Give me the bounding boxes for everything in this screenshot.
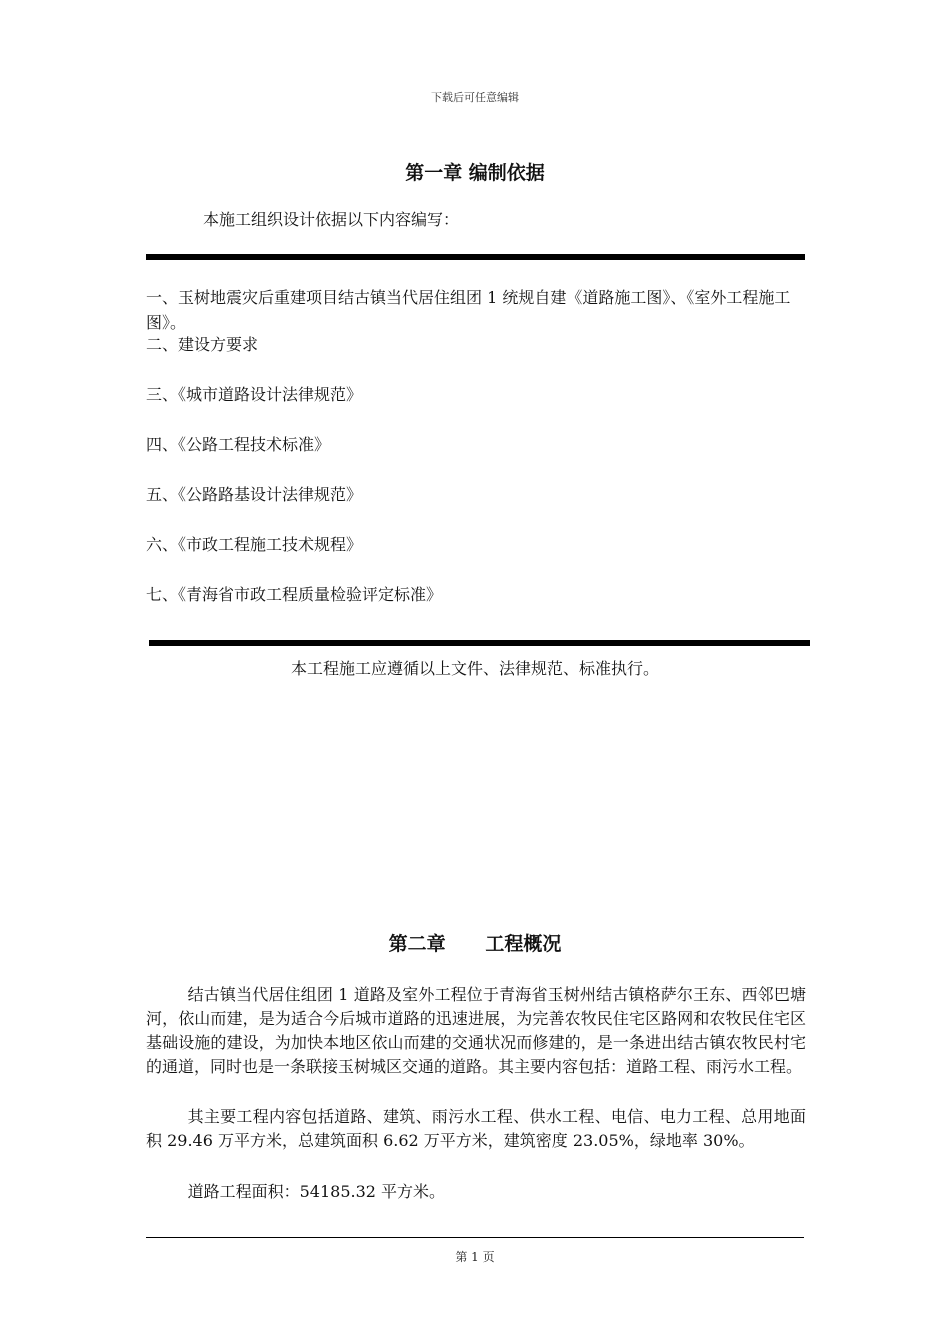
overview-paragraph-3: 道路工程面积：54185.32 平方米。 — [187, 1182, 446, 1201]
overview-paragraph-2: 其主要工程内容包括道路、建筑、雨污水工程、供水工程、电信、电力工程、总用地面积 29.46 万平方米，总建筑面积 6.62 万平方米，建筑密度 23.05%，绿地率 30%。 — [146, 1107, 806, 1150]
basis-item-4: 四、《公路工程技术标准》 — [146, 435, 331, 454]
basis-item-7: 七、《青海省市政工程质量检验评定标准》 — [146, 585, 443, 604]
basis-item-5: 五、《公路路基设计法律规范》 — [146, 485, 363, 504]
overview-paragraph-1: 结古镇当代居住组团 1 道路及室外工程位于青海省玉树州结古镇格萨尔王东、西邻巴塘河，依山而建，是为适合今后城市道路的迅速进展，为完善农牧民住宅区路网和农牧民住宅区基础设施的建设，为加快本地区依山而建的交通状况而修建的，是一条进出结古镇农牧民村宅的通道，同时也是一条联接玉树城区交通的道路。其主要内容包括：道路工程、雨污水工程。 — [146, 985, 806, 1076]
footer-divider — [146, 1237, 804, 1238]
basis-item-3: 三、《城市道路设计法律规范》 — [146, 385, 363, 404]
chapter-2-title: 第二章 工程概况 — [388, 933, 562, 955]
bottom-divider — [149, 640, 810, 646]
basis-item-1: 一、玉树地震灾后重建项目结古镇当代居住组团 1 统规自建《道路施工图》、《室外工程施工图》。 — [146, 288, 791, 332]
page-header-note: 下载后可任意编辑 — [431, 91, 519, 104]
chapter-1-intro: 本施工组织设计依据以下内容编写： — [203, 210, 460, 229]
chapter-1-title: 第一章 编制依据 — [405, 162, 545, 184]
page-number: 第 1 页 — [455, 1250, 495, 1264]
basis-item-6: 六、《市政工程施工技术规程》 — [146, 535, 363, 554]
chapter-1-conclusion: 本工程施工应遵循以上文件、法律规范、标准执行。 — [290, 659, 659, 678]
basis-item-2: 二、建设方要求 — [146, 335, 259, 354]
top-divider — [146, 254, 805, 260]
